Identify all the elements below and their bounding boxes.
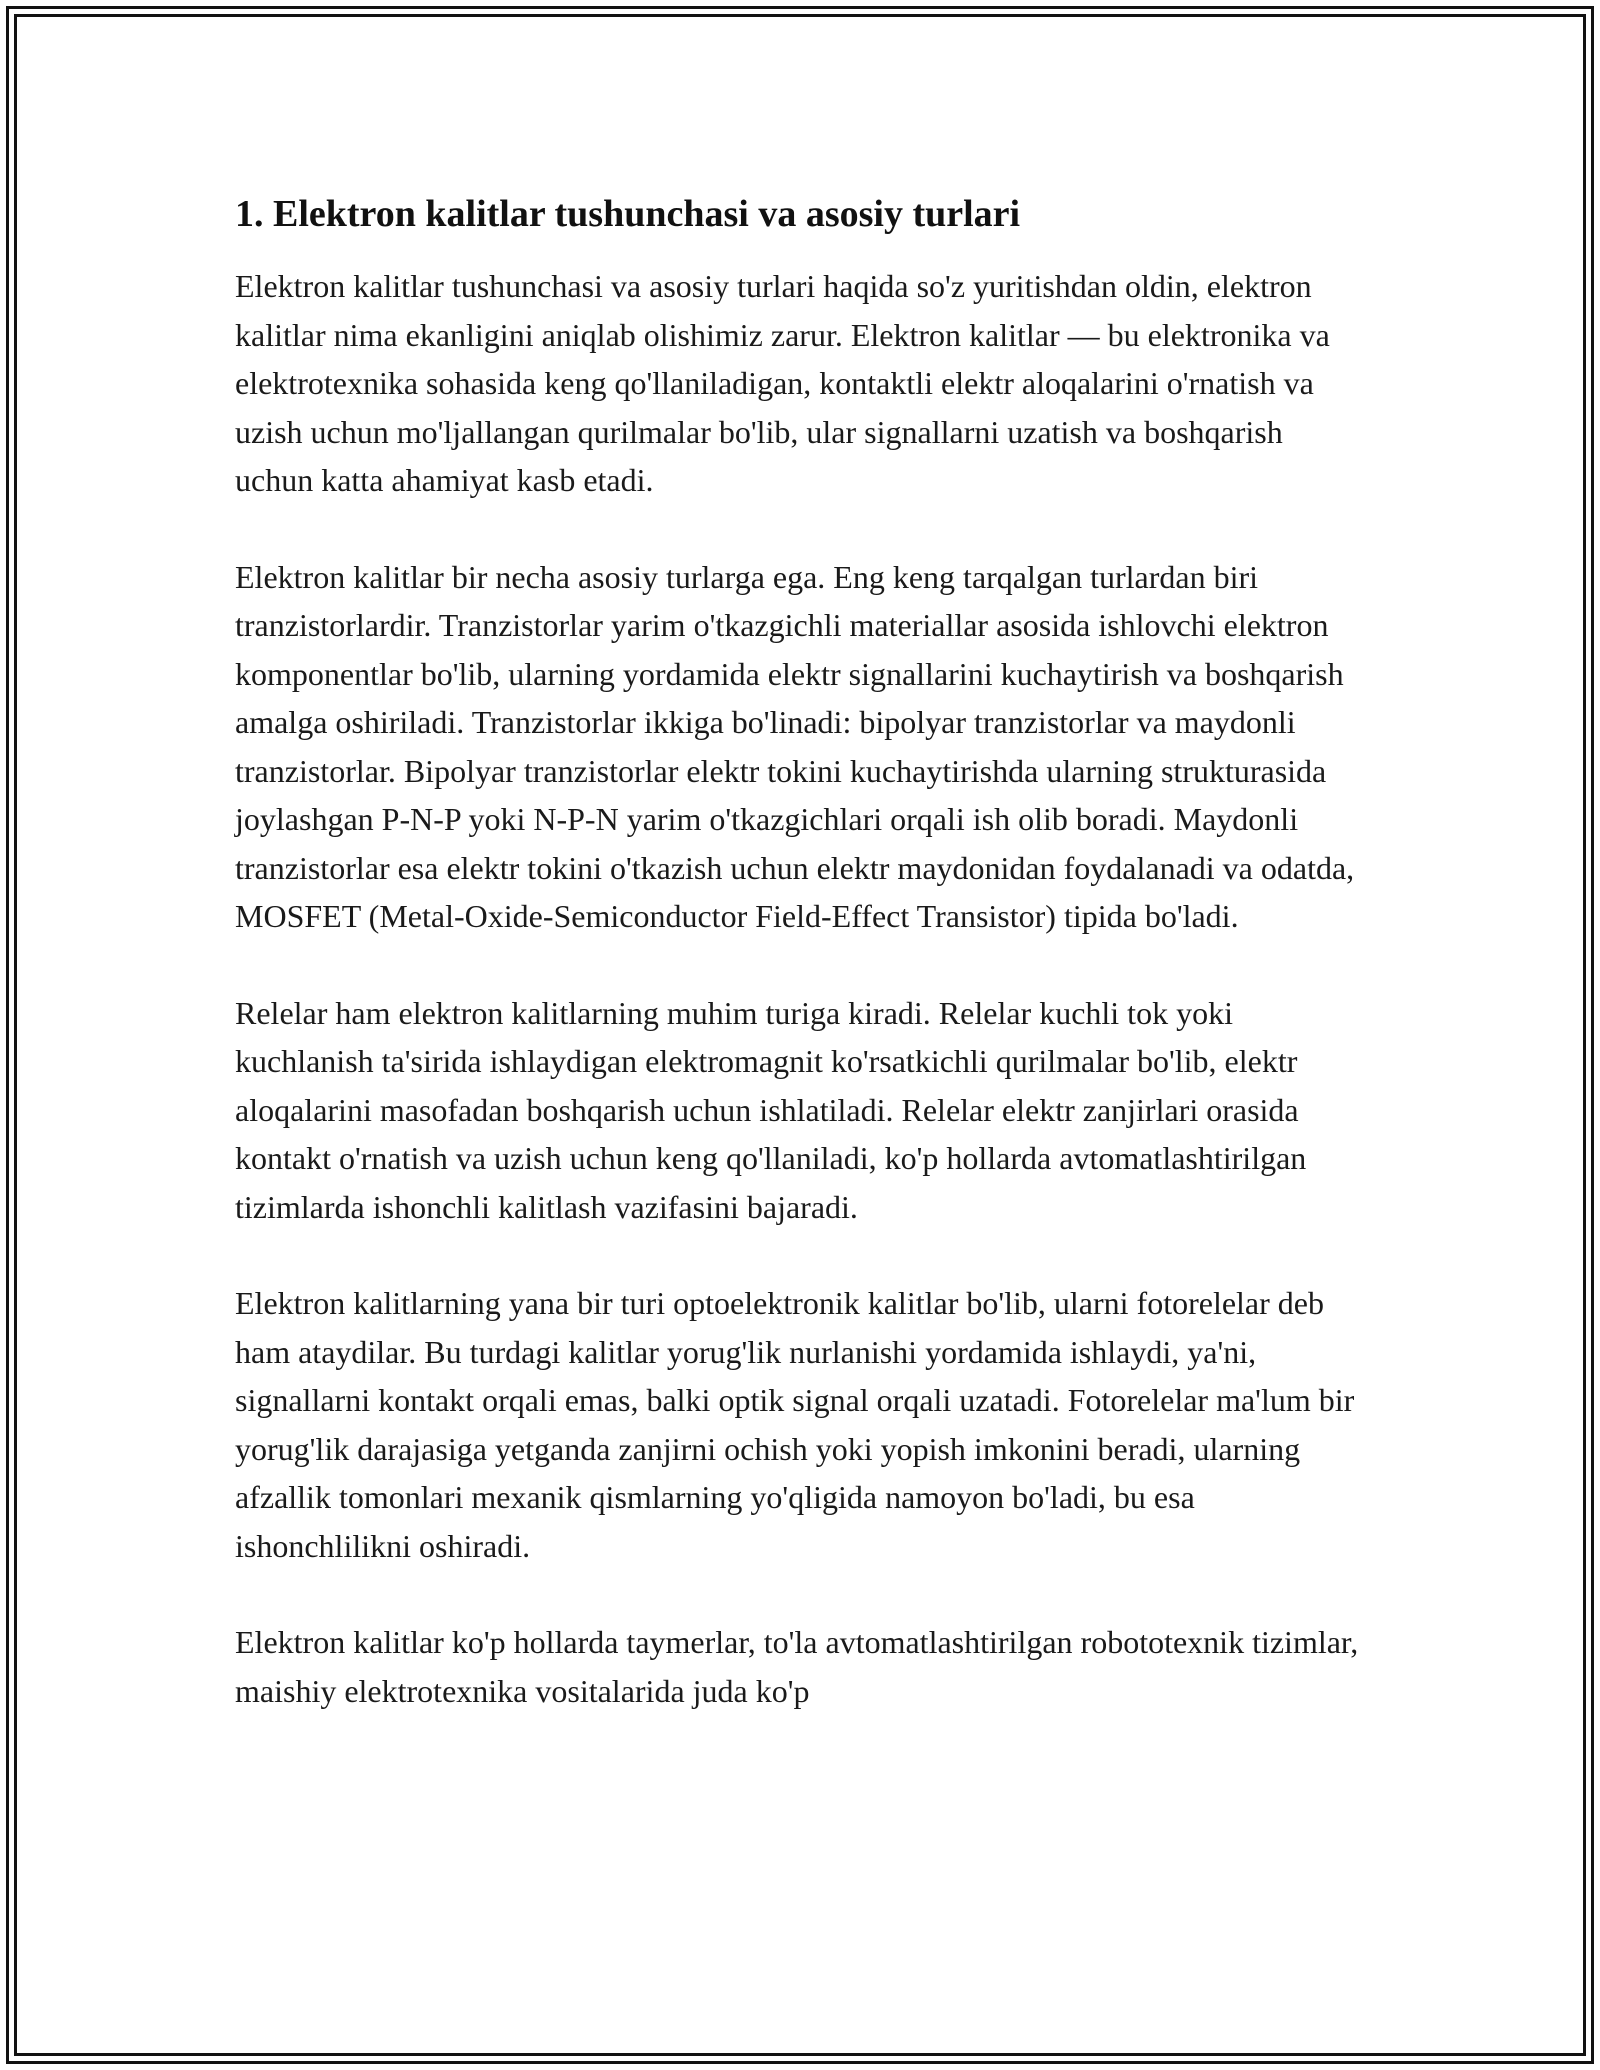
paragraph-intro: Elektron kalitlar tushunchasi va asosiy turlari haqida so'z yuritishdan oldin, elektron kalitlar nima ekanligini aniqlab olishimiz zarur. Elektron kalitlar — bu elektronika va elektrotexnika sohasida keng qo'llaniladigan, kontaktli elektr aloqalarini o'rnatish va uzish uchun mo'ljallangan qurilmalar bo'lib, ular signallarni uzatish va boshqarish uchun katta ahamiyat kasb etadi. [235, 268, 1330, 498]
section-heading: 1. Elektron kalitlar tushunchasi va asosiy turlari [235, 193, 1021, 235]
paragraph-relays: Relelar ham elektron kalitlarning muhim turiga kiradi. Relelar kuchli tok yoki kuchlanish ta'sirida ishlaydigan elektromagnit ko'rsatkichli qurilmalar bo'lib, elektr aloqalarini masofadan boshqarish uchun ishlatiladi. Relelar elektr zanjirlari orasida kontakt o'rnatish va uzish uchun keng qo'llaniladi, ko'p hollarda avtomatlashtirilgan tizimlarda ishonchli kalitlash vazifasini bajaradi. [235, 994, 1307, 1225]
paragraph-optoelectronic: Elektron kalitlarning yana bir turi optoelektronik kalitlar bo'lib, ularni fotorelelar deb ham ataydilar. Bu turdagi kalitlar yorug'lik nurlanishi yordamida ishlaydi, ya'ni, signallarni kontakt orqali emas, balki optik signal orqali uzatadi. Fotorelelar ma'lum bir yorug'lik darajasiga yetganda zanjirni ochish yoki yopish imkonini beradi, ularning afzallik tomonlari mexanik qismlarning yo'qligida namoyon bo'ladi, bu esa ishonchlilikni oshiradi. [235, 1285, 1355, 1564]
paragraph-applications: Elektron kalitlar ko'p hollarda taymerlar, to'la avtomatlashtirilgan robototexnik tizimlar, maishiy elektrotexnika vositalarida juda ko'p [235, 1624, 1359, 1709]
document-body [235, 188, 1365, 1763]
paragraph-transistors: Elektron kalitlar bir necha asosiy turlarga ega. Eng keng tarqalgan turlardan biri tranzistorlardir. Tranzistorlar yarim o'tkazgichli materiallar asosida ishlovchi elektron komponentlar bo'lib, ularning yordamida elektr signallarini kuchaytirish va boshqarish amalga oshiriladi. Tranzistorlar ikkiga bo'linadi: bipolyar tranzistorlar va maydonli tranzistorlar. Bipolyar tranzistorlar elektr tokini kuchaytirishda ularning strukturasida joylashgan P-N-P yoki N-P-N yarim o'tkazgichlari orqali ish olib boradi. Maydonli tranzistorlar esa elektr tokini o'tkazish uchun elektr maydonidan foydalanadi va odatda, MOSFET (Metal-Oxide-Semiconductor Field-Effect Transistor) tipida bo'ladi. [235, 558, 1355, 934]
